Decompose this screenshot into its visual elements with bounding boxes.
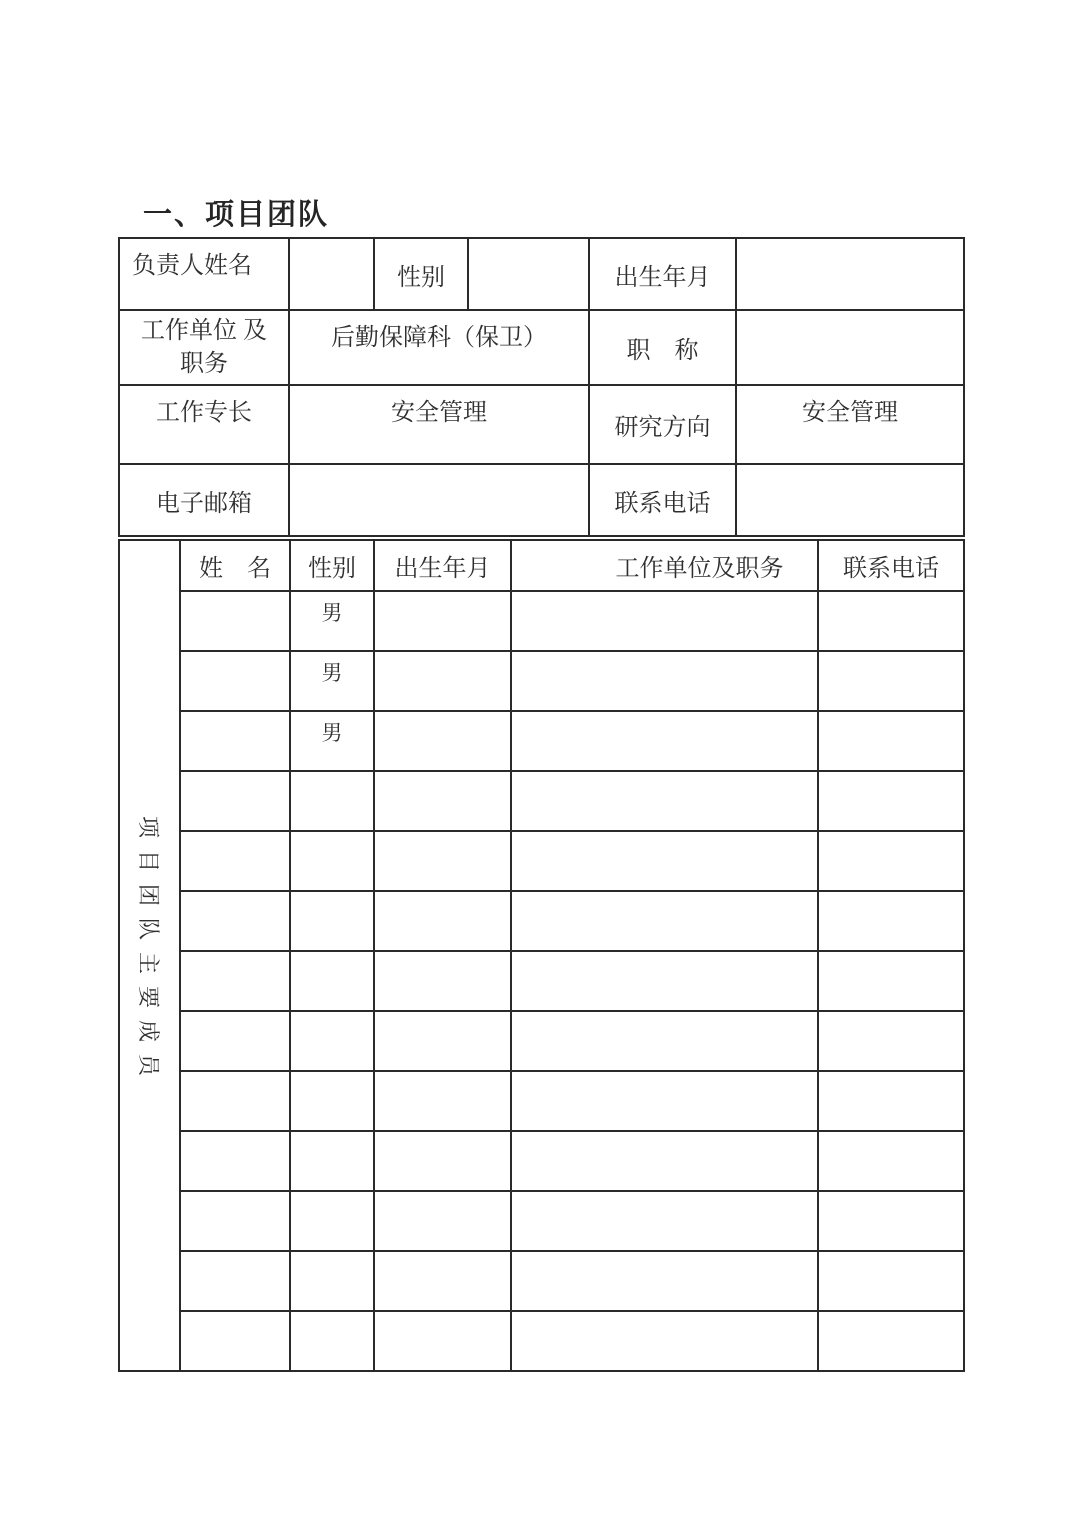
member-work-unit-cell bbox=[511, 711, 818, 771]
member-birth-cell bbox=[374, 891, 511, 951]
member-row bbox=[119, 1131, 964, 1191]
member-row bbox=[119, 711, 964, 771]
member-side-label: 项目团队主要成员 bbox=[136, 815, 161, 1088]
member-work-unit-cell bbox=[511, 1251, 818, 1311]
member-gender-cell bbox=[290, 771, 374, 831]
gender-label: 性别 bbox=[374, 238, 468, 310]
member-phone-cell bbox=[818, 1071, 964, 1131]
member-phone-cell bbox=[818, 1311, 964, 1371]
member-header-phone: 联系电话 bbox=[818, 540, 964, 591]
member-row bbox=[119, 951, 964, 1011]
member-name-cell bbox=[180, 711, 290, 771]
member-birth-cell bbox=[374, 651, 511, 711]
member-row bbox=[119, 591, 964, 651]
page-title: 一、项目团队 bbox=[143, 199, 330, 231]
member-gender-cell bbox=[290, 1131, 374, 1191]
member-name-cell bbox=[180, 1311, 290, 1371]
member-row bbox=[119, 1071, 964, 1131]
leader-name-label: 负责人姓名 bbox=[119, 238, 289, 310]
member-work-unit-cell bbox=[511, 951, 818, 1011]
member-phone-cell bbox=[818, 951, 964, 1011]
member-row bbox=[119, 651, 964, 711]
member-birth-cell bbox=[374, 1311, 511, 1371]
specialty-label: 工作专长 bbox=[119, 385, 289, 464]
member-work-unit-cell bbox=[511, 1311, 818, 1371]
member-work-unit-cell bbox=[511, 1011, 818, 1071]
specialty-value: 安全管理 bbox=[289, 385, 589, 464]
work-unit-label bbox=[119, 310, 289, 385]
member-birth-cell bbox=[374, 1251, 511, 1311]
member-table-body bbox=[119, 540, 964, 1371]
member-gender-cell bbox=[290, 1071, 374, 1131]
member-phone-cell bbox=[818, 891, 964, 951]
member-phone-cell bbox=[818, 651, 964, 711]
leader-name-value bbox=[289, 238, 374, 310]
member-work-unit-cell bbox=[511, 651, 818, 711]
member-birth-cell bbox=[374, 951, 511, 1011]
member-name-cell bbox=[180, 651, 290, 711]
member-name-cell bbox=[180, 591, 290, 651]
member-row bbox=[119, 771, 964, 831]
birth-label: 出生年月 bbox=[589, 238, 736, 310]
research-label: 研究方向 bbox=[589, 385, 736, 464]
member-birth-cell bbox=[374, 591, 511, 651]
member-phone-cell bbox=[818, 1011, 964, 1071]
email-label: 电子邮箱 bbox=[119, 464, 289, 536]
job-title-value bbox=[736, 310, 964, 385]
member-birth-cell bbox=[374, 831, 511, 891]
member-work-unit-cell bbox=[511, 831, 818, 891]
member-gender-cell bbox=[290, 831, 374, 891]
member-birth-cell bbox=[374, 1011, 511, 1071]
member-name-cell bbox=[180, 1251, 290, 1311]
member-work-unit-cell bbox=[511, 771, 818, 831]
member-gender-cell: 男 bbox=[290, 711, 374, 771]
member-gender-cell bbox=[290, 1191, 374, 1251]
birth-value bbox=[736, 238, 964, 310]
member-work-unit-cell bbox=[511, 1191, 818, 1251]
member-birth-cell bbox=[374, 1131, 511, 1191]
leader-row-3 bbox=[119, 385, 964, 464]
work-unit-label-line1: 工作单位 及 bbox=[141, 317, 267, 344]
member-name-cell bbox=[180, 1131, 290, 1191]
leader-info-table bbox=[118, 237, 965, 537]
member-name-cell bbox=[180, 891, 290, 951]
member-birth-cell bbox=[374, 1071, 511, 1131]
member-phone-cell bbox=[818, 711, 964, 771]
member-phone-cell bbox=[818, 1251, 964, 1311]
job-title-label: 职 称 bbox=[589, 310, 736, 385]
member-gender-cell bbox=[290, 1311, 374, 1371]
leader-row-4 bbox=[119, 464, 964, 536]
member-birth-cell bbox=[374, 771, 511, 831]
gender-value bbox=[468, 238, 589, 310]
email-value bbox=[289, 464, 589, 536]
member-gender-cell bbox=[290, 1011, 374, 1071]
member-work-unit-cell bbox=[511, 1131, 818, 1191]
member-gender-cell bbox=[290, 891, 374, 951]
member-phone-cell bbox=[818, 771, 964, 831]
member-name-cell bbox=[180, 1191, 290, 1251]
member-gender-cell: 男 bbox=[290, 651, 374, 711]
member-row bbox=[119, 1251, 964, 1311]
member-name-cell bbox=[180, 951, 290, 1011]
member-header-row bbox=[119, 540, 964, 591]
member-row bbox=[119, 1191, 964, 1251]
member-work-unit-cell bbox=[511, 891, 818, 951]
member-header-name: 姓 名 bbox=[180, 540, 290, 591]
member-gender-cell bbox=[290, 951, 374, 1011]
member-row bbox=[119, 891, 964, 951]
phone-label: 联系电话 bbox=[589, 464, 736, 536]
member-name-cell bbox=[180, 1011, 290, 1071]
member-name-cell bbox=[180, 771, 290, 831]
member-row bbox=[119, 1311, 964, 1371]
leader-row-2 bbox=[119, 310, 964, 385]
work-unit-label-line2: 职务 bbox=[180, 350, 228, 377]
member-phone-cell bbox=[818, 1131, 964, 1191]
member-phone-cell bbox=[818, 1191, 964, 1251]
member-side-label-cell bbox=[119, 540, 180, 1371]
member-header-birth: 出生年月 bbox=[374, 540, 511, 591]
member-birth-cell bbox=[374, 711, 511, 771]
member-birth-cell bbox=[374, 1191, 511, 1251]
member-name-cell bbox=[180, 831, 290, 891]
member-work-unit-cell bbox=[511, 591, 818, 651]
research-value: 安全管理 bbox=[736, 385, 964, 464]
member-gender-cell bbox=[290, 1251, 374, 1311]
member-phone-cell bbox=[818, 831, 964, 891]
leader-row-1 bbox=[119, 238, 964, 310]
work-unit-value: 后勤保障科（保卫） bbox=[289, 310, 589, 385]
member-row bbox=[119, 831, 964, 891]
member-row bbox=[119, 1011, 964, 1071]
member-work-unit-cell bbox=[511, 1071, 818, 1131]
member-phone-cell bbox=[818, 591, 964, 651]
member-name-cell bbox=[180, 1071, 290, 1131]
member-header-work-unit: 工作单位及职务 bbox=[511, 540, 818, 591]
phone-value bbox=[736, 464, 964, 536]
member-gender-cell: 男 bbox=[290, 591, 374, 651]
member-header-gender: 性别 bbox=[290, 540, 374, 591]
member-table bbox=[118, 539, 965, 1372]
